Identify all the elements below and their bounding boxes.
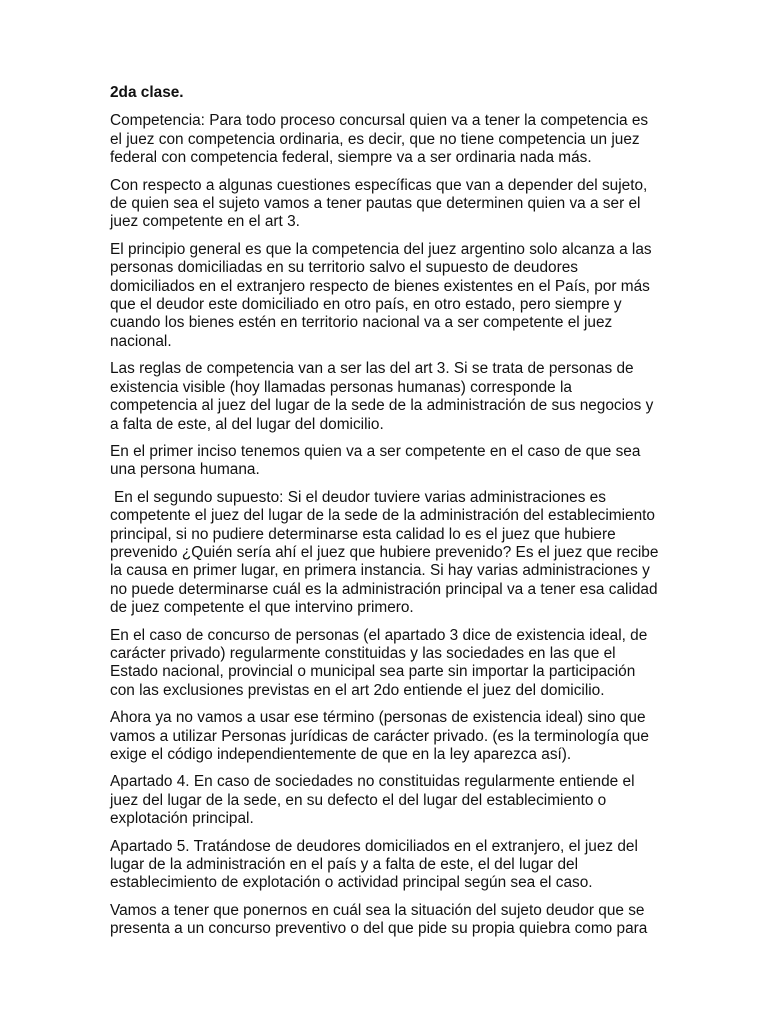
document-heading: 2da clase. <box>110 84 184 101</box>
paragraph-reglas-competencia: Las reglas de competencia van a ser las del art 3. Si se trata de personas de existencia visible (hoy llamadas personas humanas) corresponde la competencia al juez del lugar de la sede de la administración de sus negocios y a falta de este, al del lugar del domicilio. <box>110 360 654 433</box>
document-page <box>110 84 662 948</box>
paragraph-apartado-4: Apartado 4. En caso de sociedades no constituidas regularmente entiende el juez del lugar de la sede, en su defecto el del lugar del establecimiento o explotación principal. <box>110 773 635 828</box>
paragraph-primer-inciso: En el primer inciso tenemos quien va a ser competente en el caso de que sea una persona humana. <box>110 442 641 479</box>
paragraph-concurso-personas: En el caso de concurso de personas (el apartado 3 dice de existencia ideal, de carácter privado) regularmente constituidas y las sociedades en las que el Estado nacional, provincial o municipal sea parte sin importar la participación con las exclusiones previstas en el art 2do entiende el juez del domicilio. <box>110 626 648 699</box>
paragraph-principio-general: El principio general es que la competencia del juez argentino solo alcanza a las personas domiciliadas en su territorio salvo el supuesto de deudores domiciliados en el extranjero respecto de bienes existentes en el País, por más que el deudor este domiciliado en otro país, en otro estado, pero siempre y cuando los bienes estén en territorio nacional va a ser competente el juez nacional. <box>110 240 652 350</box>
paragraph-apartado-5: Apartado 5. Tratándose de deudores domiciliados en el extranjero, el juez del lugar de la administración en el país y a falta de este, el del lugar del establecimiento de explotación o actividad principal según sea el caso. <box>110 837 638 892</box>
paragraph-personas-juridicas: Ahora ya no vamos a usar ese término (personas de existencia ideal) sino que vamos a utilizar Personas jurídicas de carácter privado. (es la terminología que exige el código independientemente de que en la ley aparezca así). <box>110 709 649 763</box>
paragraph-cuestiones-especificas: Con respecto a algunas cuestiones específicas que van a depender del sujeto, de quien sea el sujeto vamos a tener pautas que determinen quien va a ser el juez competente en el art 3. <box>110 176 648 231</box>
paragraph-competencia: Competencia: Para todo proceso concursal quien va a tener la competencia es el juez con competencia ordinaria, es decir, que no tiene competencia un juez federal con competencia federal, siempre va a ser ordinaria nada más. <box>110 112 649 167</box>
paragraph-situacion-deudor: Vamos a tener que ponernos en cuál sea la situación del sujeto deudor que se presenta a un concurso preventivo o del que pide su propia quiebra como para <box>110 901 648 938</box>
paragraph-segundo-supuesto: En el segundo supuesto: Si el deudor tuviere varias administraciones es competente el juez del lugar de la sede de la administración del establecimiento principal, si no pudiere determinarse esta calidad lo es el juez que hubiere prevenido ¿Quién sería ahí el juez que hubiere prevenido? Es el juez que recibe la causa en primer lugar, en primera instancia. Si hay varias administraciones y no puede determinarse cuál es la administración principal va a tener esa calidad de juez competente el que intervino primero. <box>110 488 659 617</box>
